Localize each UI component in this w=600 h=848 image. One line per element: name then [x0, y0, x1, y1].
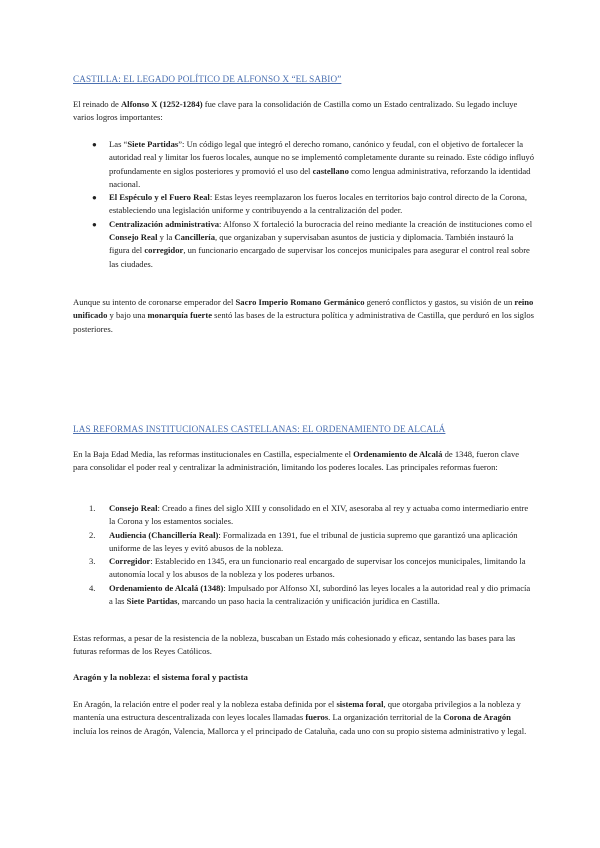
list-number: 2. — [89, 529, 96, 540]
aragon-paragraph: En Aragón, la relación entre el poder real y la nobleza estaba definida por el sistema foral, que otorgaba privilegios a la nobleza y mantenía una estructura descentralizada con leyes locales llamadas fueros. La organización territorial de la Corona de Aragón incluía los reinos de Aragón, Valencia, Mallorca y el principado de Cataluña, cada uno con su propio sistema administrativo y legal. — [73, 699, 527, 736]
list-item: 2. Audiencia (Chancillería Real): Formalizada en 1391, fue el tribunal de justicia supremo que garantizó una aplicación uniforme de las leyes y evitó abusos de la nobleza. — [89, 529, 518, 553]
list-number: 3. — [89, 556, 96, 567]
section-heading-alfonso-x: CASTILLA: EL LEGADO POLÍTICO DE ALFONSO X “EL SABIO” — [73, 74, 342, 84]
bullet-icon: ● — [92, 140, 97, 149]
reformas-intro-paragraph: En la Baja Edad Media, las reformas institucionales en Castilla, especialmente el Ordenamiento de Alcalá de 1348, fueron clave para consolidar el poder real y centralizar la administración, limitando los poderes locales. Las principales reformas fueron: — [73, 449, 520, 473]
aragon-subheading: Aragón y la nobleza: el sistema foral y pactista — [73, 672, 248, 682]
bullet-icon: ● — [92, 193, 97, 203]
list-item: 1. Consejo Real: Creado a fines del siglo XIII y consolidado en el XIV, asesoraba al rey y actuaba como intermediario entre la Corona y los estamentos sociales. — [89, 503, 529, 527]
bullet-icon: ● — [92, 219, 97, 229]
list-number: 4. — [89, 582, 96, 593]
alfonso-closing-paragraph: Aunque su intento de coronarse emperador del Sacro Imperio Romano Germánico generó conflictos y gastos, su visión de un reino unificado y bajo una monarquía fuerte sentó las bases de la estructura política y administrativa de Castilla, que perduró en los siglos posteriores. — [73, 297, 534, 334]
list-item: 3. Corregidor: Establecido en 1345, era un funcionario real encargado de supervisar los concejos municipales, limitando la autonomía local y los abusos de la nobleza y los poderes urbanos. — [89, 556, 526, 580]
reformas-closing-paragraph: Estas reformas, a pesar de la resistencia de la nobleza, buscaban un Estado más cohesionado y eficaz, sentando las bases para las futuras reformas de los Reyes Católicos. — [73, 633, 516, 657]
reformas-numbered-list — [73, 502, 535, 608]
list-item: 4. Ordenamiento de Alcalá (1348): Impulsado por Alfonso XI, subordinó las leyes locales a la autoridad real y dio primacía a las Siete Partidas, marcando un paso hacia la centralización y unificación jurídica en Castilla. — [89, 582, 531, 607]
alfonso-intro-paragraph: El reinado de Alfonso X (1252-1284) fue clave para la consolidación de Castilla como un Estado centralizado. Su legado incluye varios logros importantes: — [73, 99, 518, 123]
section-heading-reformas: LAS REFORMAS INSTITUCIONALES CASTELLANAS: EL ORDENAMIENTO DE ALCALÁ — [73, 424, 446, 434]
list-number: 1. — [89, 503, 96, 513]
list-item: ● Centralización administrativa: Alfonso X fortaleció la burocracia del reino mediante la creación de instituciones como el Consejo Real y la Cancillería, que organizaban y supervisaban asuntos de justicia y diplomacia. También instauró la figura del corregidor, un funcionario encargado de supervisar los concejos municipales para asegurar el control real sobre las ciudades. — [92, 218, 533, 269]
list-item: ● El Espéculo y el Fuero Real: Estas leyes reemplazaron los fueros locales en territorios bajo control directo de la Corona, estableciendo una legislación uniforme y contribuyendo a la centralización del poder. — [92, 192, 527, 216]
alfonso-achievements-list — [73, 138, 535, 271]
list-item: ● Las “Siete Partidas”: Un código legal que integró el derecho romano, canónico y feudal, con el objetivo de fortalecer la autoridad real y limitar los fueros locales, aunque no se implementó completamente durante su reinado. Este código influyó profundamente en siglos posteriores y promovió el uso del castellano como lengua administrativa, reforzando la identidad nacional. — [92, 139, 535, 189]
